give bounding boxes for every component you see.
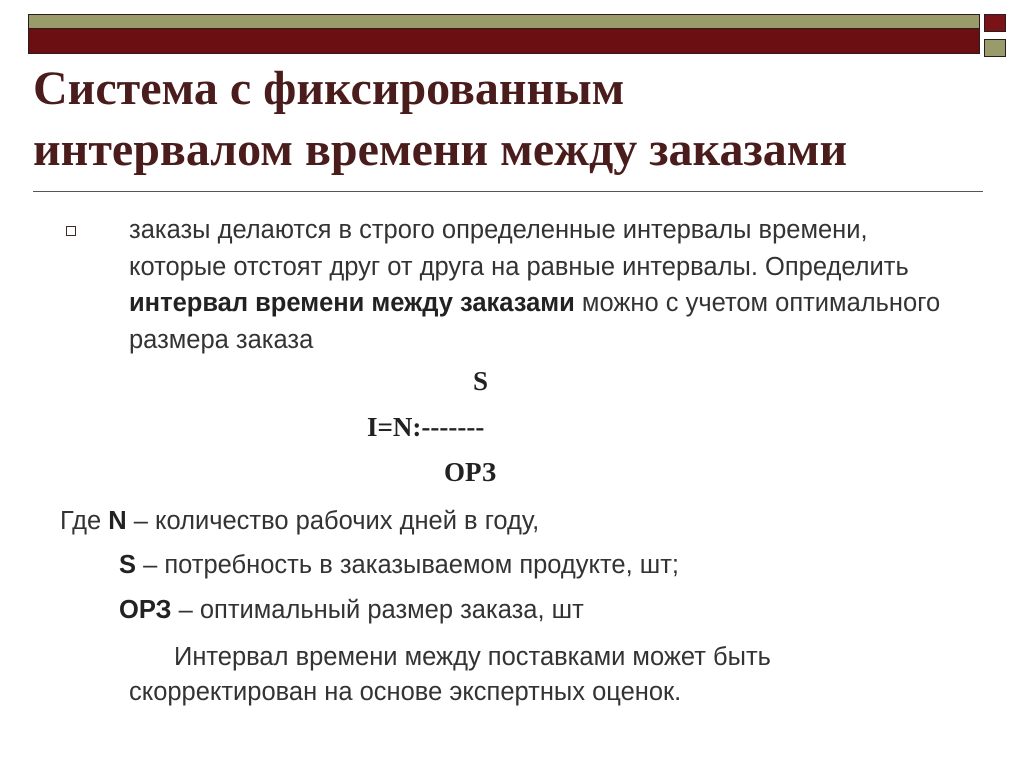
title-divider — [33, 191, 983, 192]
definition-orz — [119, 594, 584, 626]
corner-square-bottom — [984, 39, 1006, 57]
definition-s — [119, 549, 679, 581]
definition-n — [60, 505, 539, 537]
square-bullet-icon — [66, 226, 76, 236]
header-bar — [28, 14, 980, 54]
definition-term: ОРЗ — [119, 596, 172, 624]
definition-term: N — [108, 507, 127, 535]
header-stripe — [29, 15, 979, 29]
formula-numerator: S — [473, 366, 489, 396]
definition-text: – потребность в заказываемом продукте, шт; — [136, 551, 679, 579]
corner-square-top — [984, 14, 1006, 32]
definition-term: S — [119, 551, 137, 579]
title-line-1: Система с фиксированным — [33, 62, 625, 115]
definition-prefix: Где — [60, 507, 109, 535]
definition-text: – количество рабочих дней в году, — [126, 507, 540, 535]
formula-denominator: ОРЗ — [444, 457, 497, 487]
definition-text: – оптимальный размер заказа, шт — [171, 596, 584, 624]
title-line-2: интервалом времени между заказами — [33, 123, 848, 176]
slide-title — [33, 58, 1003, 180]
formula-equation: I=N:------- — [367, 412, 485, 442]
closing-paragraph: Интервал времени между поставками может быть скорректирован на основе экспертных оценок. — [129, 643, 771, 706]
bullet-text-b: можно с учетом оптимального размера заказа — [129, 289, 941, 354]
bullet-text-a: заказы делаются в строго определенные интервалы времени, которые отстоят друг от друга на равные интервалы. Определить — [129, 216, 909, 281]
bullet-text-bold: интервал времени между заказами — [129, 289, 575, 317]
bullet-paragraph — [129, 212, 959, 358]
